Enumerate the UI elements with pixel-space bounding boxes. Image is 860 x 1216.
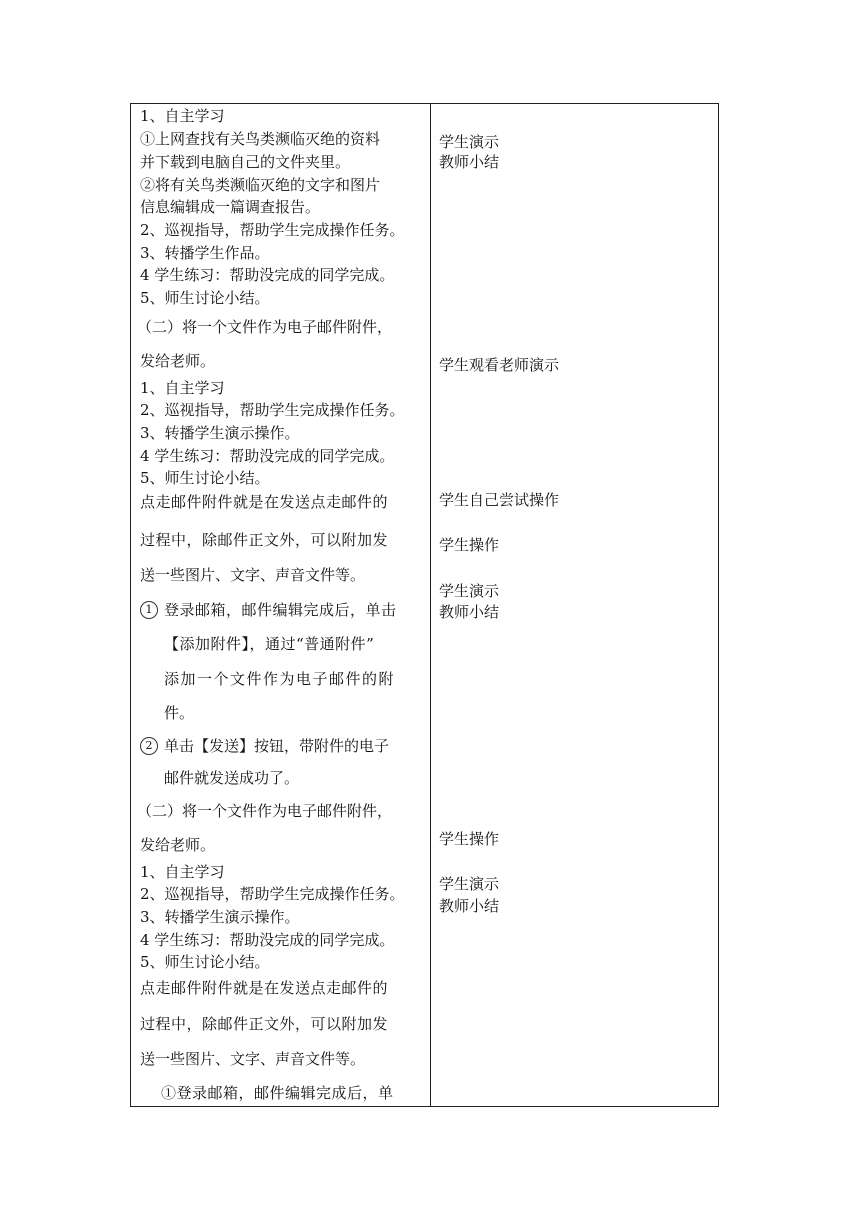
left-line: 2、巡视指导，帮助学生完成操作任务。 xyxy=(140,885,405,903)
left-line: ①登录邮箱，邮件编辑完成后，单 xyxy=(161,1084,394,1102)
left-line: 送一些图片、文字、声音文件等。 xyxy=(140,566,366,584)
right-line: 学生观看老师演示 xyxy=(439,356,560,374)
left-line: 并下载到电脑自己的文件夹里。 xyxy=(140,153,351,171)
right-line: 教师小结 xyxy=(439,153,500,171)
left-line: 5、师生讨论小结。 xyxy=(140,289,270,307)
left-line: 发给老师。 xyxy=(140,836,216,854)
lesson-table xyxy=(130,103,719,1107)
right-line: 学生自己尝试操作 xyxy=(439,491,560,509)
left-line: 信息编辑成一篇调查报告。 xyxy=(140,198,321,216)
right-line: 学生操作 xyxy=(439,536,500,554)
right-line: 教师小结 xyxy=(439,603,500,621)
right-line: 学生操作 xyxy=(439,830,500,848)
right-line: 学生演示 xyxy=(439,582,500,600)
left-line: 5、师生讨论小结。 xyxy=(140,469,270,487)
left-line: 1、自主学习 xyxy=(140,107,225,125)
right-line: 教师小结 xyxy=(439,897,500,915)
left-line: （二）将一个文件作为电子邮件附件， xyxy=(137,318,393,336)
right-line: 学生演示 xyxy=(439,875,500,893)
circled-number: 2 xyxy=(140,737,158,755)
left-line: 件。 xyxy=(164,704,195,722)
left-line: ②将有关鸟类濒临灭绝的文字和图片 xyxy=(140,176,381,194)
left-line: 添加一个文件作为电子邮件的附 xyxy=(164,670,396,688)
left-line: 3、转播学生作品。 xyxy=(140,244,270,262)
left-line: 点走邮件附件就是在发送点走邮件的 xyxy=(140,979,389,997)
circled-number: 1 xyxy=(140,601,158,619)
left-line: 送一些图片、文字、声音文件等。 xyxy=(140,1050,366,1068)
left-line: 2、巡视指导，帮助学生完成操作任务。 xyxy=(140,401,405,419)
left-line: 1、自主学习 xyxy=(140,863,225,881)
left-line: 4 学生练习：帮助没完成的同学完成。 xyxy=(140,266,395,284)
left-line: 4 学生练习：帮助没完成的同学完成。 xyxy=(140,931,395,949)
left-line: 邮件就发送成功了。 xyxy=(164,769,300,787)
left-line: 1、自主学习 xyxy=(140,379,225,397)
left-line: 单击【发送】按钮，带附件的电子 xyxy=(164,737,390,755)
left-line: 3、转播学生演示操作。 xyxy=(140,424,300,442)
left-line: 5、师生讨论小结。 xyxy=(140,953,270,971)
left-line: ①上网查找有关鸟类濒临灭绝的资料 xyxy=(140,130,381,148)
left-line: （二）将一个文件作为电子邮件附件， xyxy=(137,802,393,820)
column-divider xyxy=(430,104,431,1106)
left-line: 发给老师。 xyxy=(140,352,216,370)
left-line: 点走邮件附件就是在发送点走邮件的 xyxy=(140,493,389,511)
right-line: 学生演示 xyxy=(439,133,500,151)
left-line: 登录邮箱，邮件编辑完成后，单击 xyxy=(164,601,397,619)
left-line: 2、巡视指导，帮助学生完成操作任务。 xyxy=(140,221,405,239)
left-line: 【添加附件】，通过“普通附件” xyxy=(164,635,375,653)
left-line: 4 学生练习：帮助没完成的同学完成。 xyxy=(140,447,395,465)
left-line: 过程中，除邮件正文外，可以附加发 xyxy=(140,531,389,549)
left-line: 过程中，除邮件正文外，可以附加发 xyxy=(140,1015,389,1033)
left-line: 3、转播学生演示操作。 xyxy=(140,908,300,926)
